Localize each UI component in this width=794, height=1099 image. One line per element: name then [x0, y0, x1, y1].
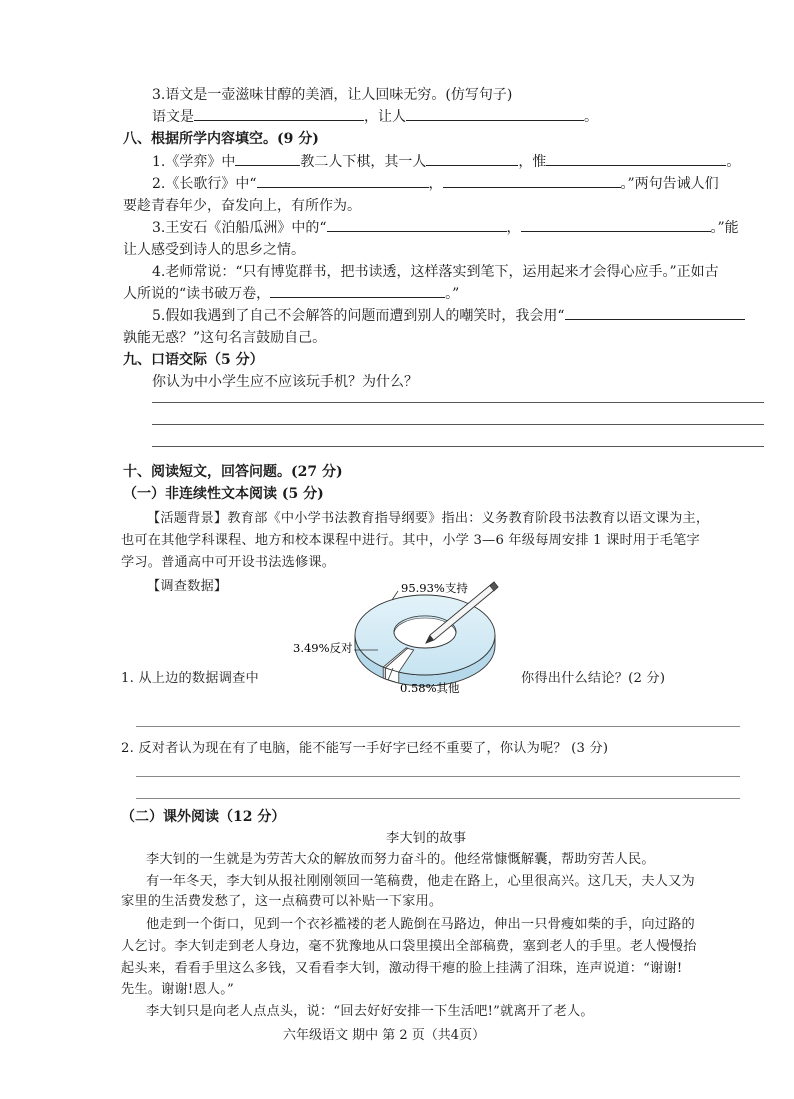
q8-2-label-c: 。”两句告诫人们 — [620, 176, 719, 192]
page-footer: 六年级语文 期中 第 2 页（共4页） — [283, 1028, 486, 1043]
q8-3-blank-1[interactable] — [327, 217, 507, 232]
story-p3-l2: 人乞讨。李大钊走到老人身边，毫不犹豫地从口袋里摸出全部稿费，塞到老人的手里。老人慢慢抬 — [121, 939, 697, 954]
q8-1-label-a: 1.《学弈》中 — [152, 154, 236, 170]
q7-3-end: 。 — [584, 109, 598, 125]
story-p4: 李大钊只是向老人点点头，说：“回去好好安排一下生活吧!”就离开了老人。 — [146, 1004, 594, 1019]
q8-5-blank[interactable] — [565, 305, 745, 320]
q8-3-blank-2[interactable] — [521, 217, 711, 232]
q8-1-blank-3[interactable] — [546, 151, 726, 166]
q7-3-prompt: 3.语文是一壶滋味甘醇的美酒，让人回味无穷。(仿写句子) — [152, 87, 513, 103]
q9-answer-line-2[interactable] — [152, 424, 764, 425]
q8-3-label-a: 3.王安石《泊船瓜洲》中的“ — [152, 220, 327, 236]
q10-2-question: 2. 反对者认为现在有了电脑，能不能写一手好字已经不重要了，你认为呢？ (3 分) — [121, 741, 609, 756]
story-p3-l4: 先生。谢谢!恩人。” — [121, 982, 234, 997]
survey-ring-chart — [280, 570, 520, 700]
q8-1-end: 。 — [726, 154, 741, 170]
q8-2-comma: ， — [428, 176, 443, 192]
q10-1-answer-line[interactable] — [136, 726, 740, 727]
background-line-1: 【活题背景】教育部《中小学书法教育指导纲要》指出：义务教育阶段书法教育以语文课为主， — [147, 511, 710, 526]
q9-question: 你认为中小学生应不应该玩手机？为什么？ — [152, 374, 418, 390]
q7-3-label-a: 语文是 — [152, 109, 194, 125]
q8-4-blank[interactable] — [270, 283, 445, 298]
label-oppose: 3.49%反对 — [293, 641, 353, 655]
q8-4-end: 。” — [445, 286, 460, 302]
q8-5-label-a: 5.假如我遇到了自己不会解答的问题而遭到别人的嘲笑时，我会用“ — [152, 308, 565, 324]
q8-1-blank-1[interactable] — [235, 151, 300, 166]
q8-2-line2: 要趁青春年少，奋发向上，有所作为。 — [123, 198, 361, 214]
q8-4-label-a: 人所说的“读书破万卷， — [123, 286, 271, 302]
story-p2-l1: 有一年冬天，李大钊从报社刚刚领回一笔稿费，他走在路上，心里很高兴。这几天，夫人又为 — [146, 874, 695, 889]
story-p1: 李大钊的一生就是为劳苦大众的解放而努力奋斗的。他经常慷慨解囊，帮助穷苦人民。 — [146, 852, 655, 867]
q10-1-right: 你得出什么结论？(2 分) — [521, 671, 666, 686]
q9-answer-line-1[interactable] — [152, 402, 764, 403]
background-line-2: 也可在其他学科课程、地方和校本课程中进行。其中，小学 3—6 年级每周安排 1 课时用于毛笔字 — [121, 533, 700, 548]
q8-3-label-c: 。”能 — [710, 220, 739, 236]
story-p3-l1: 他走到一个街口，见到一个衣衫褴褛的老人跪倒在马路边，伸出一只骨瘦如柴的手，向过路的 — [146, 917, 695, 932]
q8-5-line1 — [152, 305, 745, 325]
q8-2-blank-1[interactable] — [257, 173, 429, 188]
q8-5-line2: 孰能无惑？”这句名言鼓励自己。 — [123, 330, 327, 346]
q8-2-line — [152, 173, 719, 193]
section-8-heading: 八、根据所学内容填空。(9 分) — [123, 131, 319, 147]
label-other: 0.58%其他 — [400, 681, 460, 695]
story-p3-l3: 起头来，看看手里这么多钱，又看看李大钊，激动得干瘪的脸上挂满了泪珠，连声说道：“谢谢! — [121, 961, 683, 976]
q8-3-line2: 让人感受到诗人的思乡之情。 — [123, 242, 305, 258]
survey-label: 【调查数据】 — [147, 579, 228, 594]
q7-3-blank-1[interactable] — [194, 106, 364, 121]
label-support: 95.93%支持 — [401, 581, 468, 595]
section-9-heading: 九、口语交际（5 分） — [123, 352, 264, 368]
q8-4-line2 — [123, 283, 459, 303]
q8-3-comma: ， — [506, 220, 521, 236]
q8-1-label-b: 教二人下棋，其一人 — [300, 154, 427, 170]
story-p2-l2: 家里的生活费发愁了，这一点稿费可以补贴一下家用。 — [121, 894, 443, 909]
ring-segment-other-side — [383, 667, 385, 679]
q8-2-blank-2[interactable] — [443, 173, 621, 188]
q8-1-label-c: ，惟 — [518, 154, 547, 170]
q8-1-line — [152, 151, 740, 171]
part-1-heading: （一）非连续性文本阅读 (5 分) — [123, 486, 324, 502]
q10-1-left: 1. 从上边的数据调查中 — [121, 671, 259, 686]
q8-1-blank-2[interactable] — [426, 151, 518, 166]
q7-3-blank-2[interactable] — [406, 106, 584, 121]
q7-3-answer-line — [152, 106, 598, 126]
q7-3-label-b: ，让人 — [364, 109, 406, 125]
q8-2-label-a: 2.《长歌行》中“ — [152, 176, 257, 192]
q8-3-line — [152, 217, 739, 237]
section-10-heading: 十、阅读短文，回答问题。(27 分) — [123, 464, 343, 480]
part-2-heading: （二）课外阅读（12 分） — [121, 809, 286, 825]
q9-answer-line-3[interactable] — [152, 446, 764, 447]
q10-2-answer-line-2[interactable] — [136, 798, 740, 799]
story-title: 李大钊的故事 — [386, 831, 467, 846]
q8-4-line1: 4.老师常说：“只有博览群书，把书读透，这样落实到笔下，运用起来才会得心应手。”正如古 — [152, 264, 719, 280]
background-line-3: 学习。普通高中可开设书法选修课。 — [121, 555, 336, 570]
q10-2-answer-line-1[interactable] — [136, 776, 740, 777]
